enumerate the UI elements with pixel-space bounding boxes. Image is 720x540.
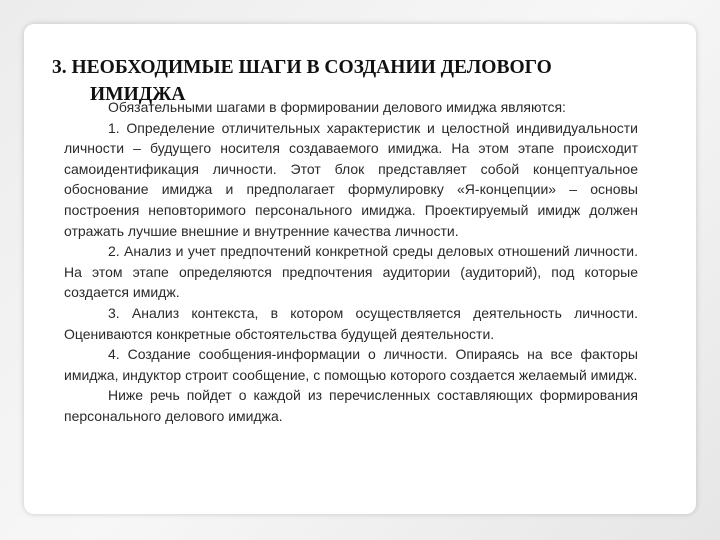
title-line-1: 3. НЕОБХОДИМЫЕ ШАГИ В СОЗДАНИИ ДЕЛОВОГО — [52, 57, 552, 78]
step-2-paragraph: 2. Анализ и учет предпочтений конкретной среды деловых отношений личности. На этом этапе определяются предпочтения аудитории (аудиторий), под которые создается имидж. — [64, 243, 638, 301]
step-4-paragraph: 4. Создание сообщения-информации о личности. Опираясь на все факторы имиджа, индуктор строит сообщение, с помощью которого создается желаемый имидж. — [64, 346, 638, 383]
step-3-paragraph: 3. Анализ контекста, в котором осуществляется деятельность личности. Оцениваются конкретные обстоятельства будущей деятельности. — [64, 304, 638, 342]
body-text — [64, 97, 638, 427]
intro-paragraph: Обязательными шагами в формировании делового имиджа являются: — [108, 99, 566, 115]
step-1-paragraph: 1. Определение отличительных характеристик и целостной индивидуальности личности – будущего носителя создаваемого имиджа. На этом этапе происходит самоидентификация личности. Этот блок представляет собой концептуальное обоснование имиджа и предполагает формулировку «Я-концепции» – основы построения неповторимого персонального имиджа. Проектируемый имидж должен отражать лучшие внешние и внутренние качества личности. — [64, 119, 638, 239]
title-line-2: ИМИДЖА — [90, 84, 186, 105]
closing-paragraph: Ниже речь пойдет о каждой из перечисленных составляющих формирования персонального делового имиджа. — [64, 387, 638, 424]
